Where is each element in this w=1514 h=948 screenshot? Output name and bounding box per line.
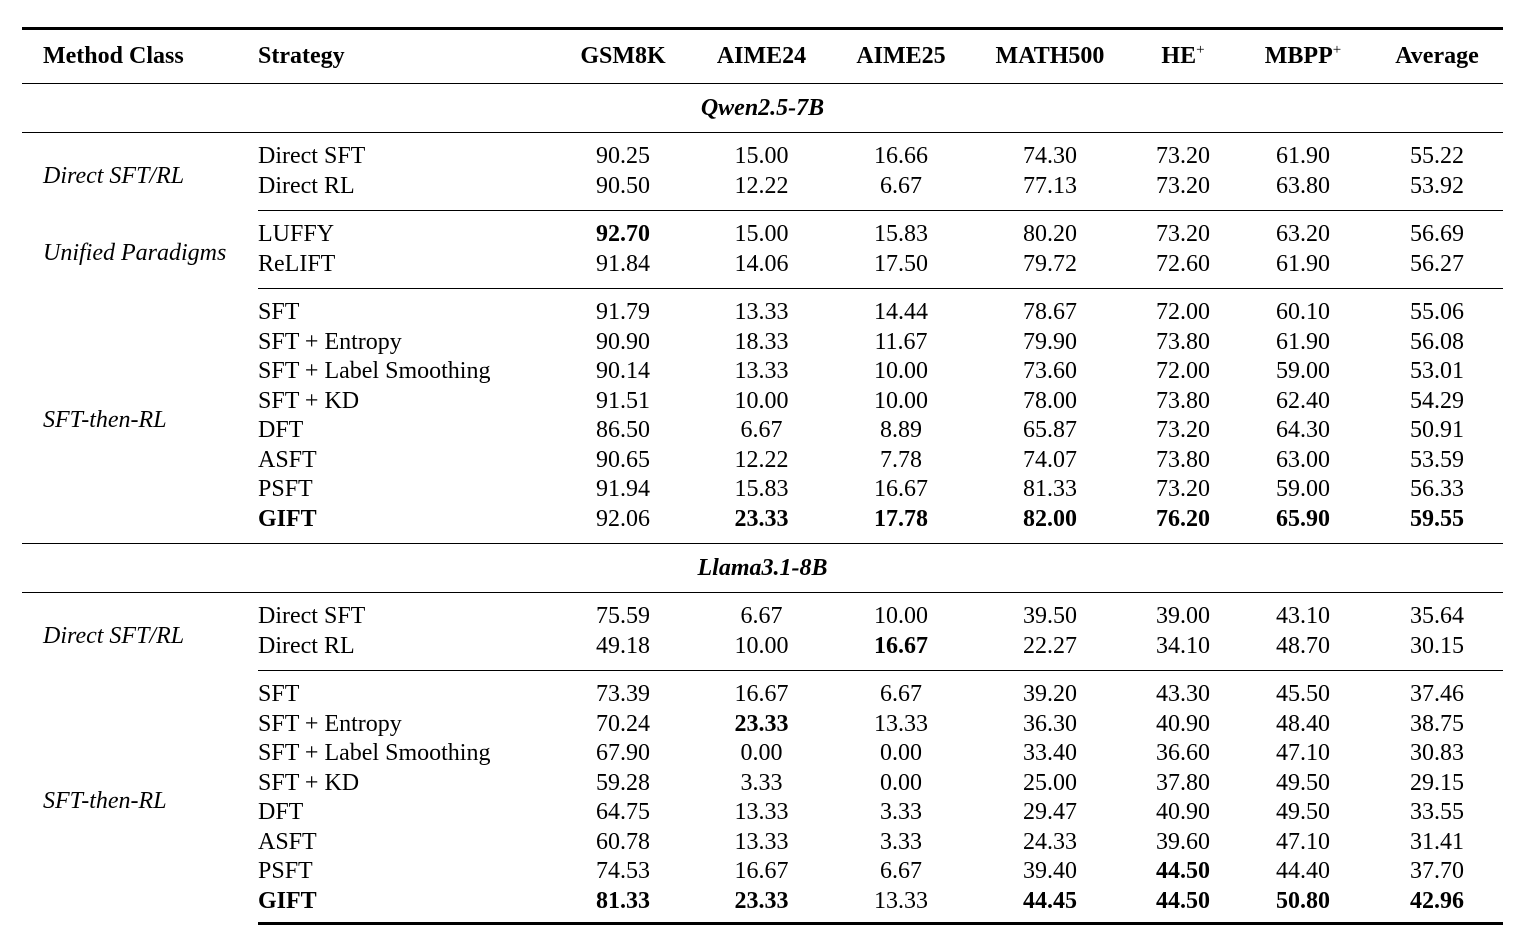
- strategy-cell: GIFT: [258, 887, 556, 924]
- value-cell: 65.87: [1023, 417, 1077, 443]
- value-cell: 73.80: [1156, 328, 1210, 355]
- strategy-cell: SFT + KD: [258, 387, 360, 414]
- value-cell: 10.00: [874, 358, 928, 384]
- value-cell: 82.00: [969, 505, 1131, 544]
- value-cell: 53.92: [1371, 172, 1503, 211]
- value-cell: 61.90: [1276, 143, 1330, 169]
- value-cell: 78.67: [1023, 299, 1077, 325]
- value-cell: 36.30: [1023, 710, 1077, 737]
- header-method-class: Method Class: [22, 29, 258, 84]
- value-cell: 63.00: [1276, 446, 1330, 473]
- header-he: [1131, 29, 1235, 84]
- value-cell: 72.00: [1156, 358, 1210, 384]
- table-row: [22, 133, 1503, 172]
- value-cell: 63.80: [1235, 172, 1371, 211]
- value-cell: 39.50: [1023, 603, 1077, 629]
- value-cell: 59.00: [1276, 476, 1330, 502]
- value-cell: 73.80: [1156, 446, 1210, 473]
- value-cell: 13.33: [734, 799, 789, 825]
- value-cell: 30.83: [1410, 740, 1464, 766]
- value-cell: 50.80: [1235, 887, 1371, 924]
- value-cell: 49.50: [1276, 769, 1330, 796]
- strategy-cell: SFT + KD: [258, 769, 360, 796]
- value-cell: 90.90: [596, 328, 650, 355]
- value-cell: 56.33: [1410, 476, 1464, 502]
- value-cell: 80.20: [1023, 221, 1077, 247]
- value-cell: 91.79: [596, 299, 650, 325]
- value-cell: 0.00: [740, 740, 783, 766]
- value-cell: 10.00: [690, 632, 833, 671]
- strategy-cell: DFT: [258, 799, 304, 825]
- value-cell: 48.70: [1235, 632, 1371, 671]
- value-cell: 12.22: [690, 172, 833, 211]
- value-cell: 10.00: [874, 387, 928, 414]
- value-cell: 13.33: [734, 299, 789, 325]
- value-cell: 91.94: [596, 476, 650, 502]
- results-table-container: [22, 27, 1503, 925]
- value-cell: 44.50: [1156, 858, 1210, 884]
- value-cell: 73.80: [1156, 387, 1210, 414]
- value-cell: 14.44: [874, 299, 928, 325]
- value-cell: 53.59: [1410, 446, 1464, 473]
- results-table: [22, 27, 1503, 925]
- value-cell: 75.59: [596, 603, 650, 629]
- value-cell: 43.10: [1276, 603, 1330, 629]
- value-cell: 55.06: [1410, 299, 1464, 325]
- value-cell: 61.90: [1276, 328, 1330, 355]
- strategy-cell: Direct SFT: [258, 143, 366, 169]
- value-cell: 15.83: [734, 476, 789, 502]
- value-cell: 15.00: [734, 143, 789, 169]
- value-cell: 14.06: [690, 250, 833, 289]
- value-cell: 38.75: [1410, 710, 1464, 737]
- value-cell: 59.55: [1371, 505, 1503, 544]
- value-cell: 74.30: [1023, 143, 1077, 169]
- value-cell: 55.22: [1410, 143, 1464, 169]
- value-cell: 16.67: [734, 858, 789, 884]
- method-class-cell: SFT-then-RL: [43, 787, 167, 814]
- value-cell: 59.28: [596, 769, 650, 796]
- method-class-cell: Unified Paradigms: [43, 240, 227, 267]
- value-cell: 56.27: [1371, 250, 1503, 289]
- value-cell: 78.00: [1023, 387, 1077, 414]
- value-cell: 0.00: [880, 769, 922, 796]
- value-cell: 22.27: [969, 632, 1131, 671]
- value-cell: 79.72: [969, 250, 1131, 289]
- value-cell: 90.25: [596, 143, 650, 169]
- value-cell: 60.10: [1276, 299, 1330, 325]
- value-cell: 23.33: [690, 887, 833, 924]
- table-header: [22, 29, 1503, 84]
- value-cell: 44.50: [1131, 887, 1235, 924]
- header-average: Average: [1371, 29, 1503, 84]
- strategy-cell: SFT + Label Smoothing: [258, 358, 491, 384]
- value-cell: 3.33: [740, 769, 783, 796]
- header-aime24: AIME24: [690, 29, 833, 84]
- value-cell: 25.00: [1023, 769, 1077, 796]
- strategy-cell: Direct RL: [258, 172, 556, 211]
- strategy-cell: GIFT: [258, 505, 556, 544]
- strategy-cell: Direct SFT: [258, 603, 366, 629]
- value-cell: 16.66: [874, 143, 928, 169]
- value-cell: 86.50: [596, 417, 650, 443]
- value-cell: 29.47: [1023, 799, 1077, 825]
- header-math500: MATH500: [969, 29, 1131, 84]
- value-cell: 17.78: [833, 505, 969, 544]
- value-cell: 3.33: [880, 828, 922, 855]
- value-cell: 91.51: [596, 387, 650, 414]
- header-he-label: HE: [1161, 43, 1197, 69]
- value-cell: 30.15: [1371, 632, 1503, 671]
- method-class-cell: Direct SFT/RL: [43, 162, 185, 189]
- value-cell: 6.67: [740, 417, 783, 443]
- value-cell: 6.67: [740, 603, 783, 629]
- value-cell: 59.00: [1276, 358, 1330, 384]
- value-cell: 70.24: [596, 710, 650, 737]
- value-cell: 54.29: [1410, 387, 1464, 414]
- value-cell: 29.15: [1410, 769, 1464, 796]
- value-cell: 47.10: [1276, 828, 1330, 855]
- value-cell: 74.53: [596, 858, 650, 884]
- value-cell: 37.80: [1156, 769, 1210, 796]
- strategy-cell: SFT + Entropy: [258, 710, 402, 737]
- value-cell: 15.83: [874, 221, 928, 247]
- header-strategy: Strategy: [258, 29, 556, 84]
- strategy-cell: Direct RL: [258, 632, 556, 671]
- value-cell: 72.00: [1156, 299, 1210, 325]
- value-cell: 43.30: [1156, 681, 1210, 707]
- value-cell: 33.40: [1023, 740, 1077, 766]
- value-cell: 64.30: [1276, 417, 1330, 443]
- header-he-superscript: +: [1196, 42, 1205, 58]
- header-mbpp-label: MBPP: [1264, 43, 1333, 69]
- value-cell: 37.70: [1410, 858, 1464, 884]
- table-row: [22, 211, 1503, 250]
- value-cell: 67.90: [596, 740, 650, 766]
- value-cell: 0.00: [880, 740, 922, 766]
- strategy-cell: SFT: [258, 299, 300, 325]
- value-cell: 31.41: [1410, 828, 1464, 855]
- value-cell: 13.33: [833, 887, 969, 924]
- value-cell: 92.06: [556, 505, 690, 544]
- value-cell: 90.65: [596, 446, 650, 473]
- strategy-cell: PSFT: [258, 476, 313, 502]
- value-cell: 73.20: [1156, 143, 1210, 169]
- value-cell: 6.67: [880, 681, 922, 707]
- value-cell: 39.60: [1156, 828, 1210, 855]
- value-cell: 76.20: [1131, 505, 1235, 544]
- value-cell: 53.01: [1410, 358, 1464, 384]
- value-cell: 10.00: [874, 603, 928, 629]
- value-cell: 13.33: [734, 358, 789, 384]
- value-cell: 73.20: [1156, 476, 1210, 502]
- strategy-cell: ReLIFT: [258, 250, 556, 289]
- strategy-cell: SFT: [258, 681, 300, 707]
- header-aime25: AIME25: [833, 29, 969, 84]
- value-cell: 6.67: [833, 172, 969, 211]
- value-cell: 16.67: [833, 632, 969, 671]
- value-cell: 50.91: [1410, 417, 1464, 443]
- value-cell: 34.10: [1131, 632, 1235, 671]
- value-cell: 3.33: [880, 799, 922, 825]
- value-cell: 90.14: [596, 358, 650, 384]
- value-cell: 39.20: [1023, 681, 1077, 707]
- value-cell: 73.20: [1131, 172, 1235, 211]
- value-cell: 6.67: [880, 858, 922, 884]
- value-cell: 92.70: [596, 221, 650, 247]
- table-body: [22, 84, 1503, 924]
- strategy-cell: PSFT: [258, 858, 313, 884]
- value-cell: 77.13: [969, 172, 1131, 211]
- value-cell: 44.45: [969, 887, 1131, 924]
- table-row: [22, 593, 1503, 632]
- value-cell: 36.60: [1156, 740, 1210, 766]
- header-mbpp: [1235, 29, 1371, 84]
- method-class-cell: Direct SFT/RL: [43, 622, 185, 649]
- value-cell: 18.33: [734, 328, 789, 355]
- value-cell: 23.33: [734, 710, 789, 737]
- value-cell: 33.55: [1410, 799, 1464, 825]
- header-row: [22, 29, 1503, 84]
- method-class-cell: SFT-then-RL: [43, 406, 167, 433]
- value-cell: 73.39: [596, 681, 650, 707]
- strategy-cell: SFT + Entropy: [258, 328, 402, 355]
- value-cell: 39.00: [1156, 603, 1210, 629]
- strategy-cell: SFT + Label Smoothing: [258, 740, 491, 766]
- value-cell: 73.20: [1156, 221, 1210, 247]
- value-cell: 44.40: [1276, 858, 1330, 884]
- value-cell: 61.90: [1235, 250, 1371, 289]
- value-cell: 56.08: [1410, 328, 1464, 355]
- header-mbpp-superscript: +: [1332, 42, 1342, 58]
- value-cell: 12.22: [734, 446, 789, 473]
- value-cell: 37.46: [1410, 681, 1464, 707]
- strategy-cell: LUFFY: [258, 221, 335, 247]
- value-cell: 90.50: [556, 172, 690, 211]
- value-cell: 49.18: [556, 632, 690, 671]
- value-cell: 49.50: [1276, 799, 1330, 825]
- value-cell: 16.67: [734, 681, 789, 707]
- model-section-row: [22, 544, 1503, 593]
- value-cell: 91.84: [556, 250, 690, 289]
- value-cell: 73.20: [1156, 417, 1210, 443]
- value-cell: 11.67: [874, 328, 928, 355]
- value-cell: 62.40: [1276, 387, 1330, 414]
- value-cell: 64.75: [596, 799, 650, 825]
- header-gsm8k: GSM8K: [556, 29, 690, 84]
- value-cell: 65.90: [1235, 505, 1371, 544]
- value-cell: 13.33: [874, 710, 928, 737]
- value-cell: 24.33: [1023, 828, 1077, 855]
- value-cell: 23.33: [690, 505, 833, 544]
- strategy-cell: DFT: [258, 417, 304, 443]
- value-cell: 39.40: [1023, 858, 1077, 884]
- value-cell: 48.40: [1276, 710, 1330, 737]
- value-cell: 7.78: [880, 446, 922, 473]
- value-cell: 8.89: [880, 417, 922, 443]
- value-cell: 16.67: [874, 476, 928, 502]
- model-section-title: Qwen2.5-7B: [22, 84, 1503, 133]
- value-cell: 81.33: [1023, 476, 1077, 502]
- value-cell: 15.00: [734, 221, 789, 247]
- value-cell: 35.64: [1410, 603, 1464, 629]
- value-cell: 45.50: [1276, 681, 1330, 707]
- value-cell: 40.90: [1156, 799, 1210, 825]
- table-row: [22, 289, 1503, 328]
- value-cell: 60.78: [596, 828, 650, 855]
- value-cell: 13.33: [734, 828, 789, 855]
- value-cell: 73.60: [1023, 358, 1077, 384]
- strategy-cell: ASFT: [258, 828, 317, 855]
- value-cell: 42.96: [1371, 887, 1503, 924]
- value-cell: 17.50: [833, 250, 969, 289]
- value-cell: 40.90: [1156, 710, 1210, 737]
- value-cell: 81.33: [556, 887, 690, 924]
- model-section-row: [22, 84, 1503, 133]
- table-row: [22, 671, 1503, 710]
- value-cell: 74.07: [1023, 446, 1077, 473]
- value-cell: 63.20: [1276, 221, 1330, 247]
- strategy-cell: ASFT: [258, 446, 317, 473]
- value-cell: 10.00: [734, 387, 789, 414]
- value-cell: 47.10: [1276, 740, 1330, 766]
- value-cell: 56.69: [1410, 221, 1464, 247]
- value-cell: 79.90: [1023, 328, 1077, 355]
- value-cell: 72.60: [1131, 250, 1235, 289]
- model-section-title: Llama3.1-8B: [22, 544, 1503, 593]
